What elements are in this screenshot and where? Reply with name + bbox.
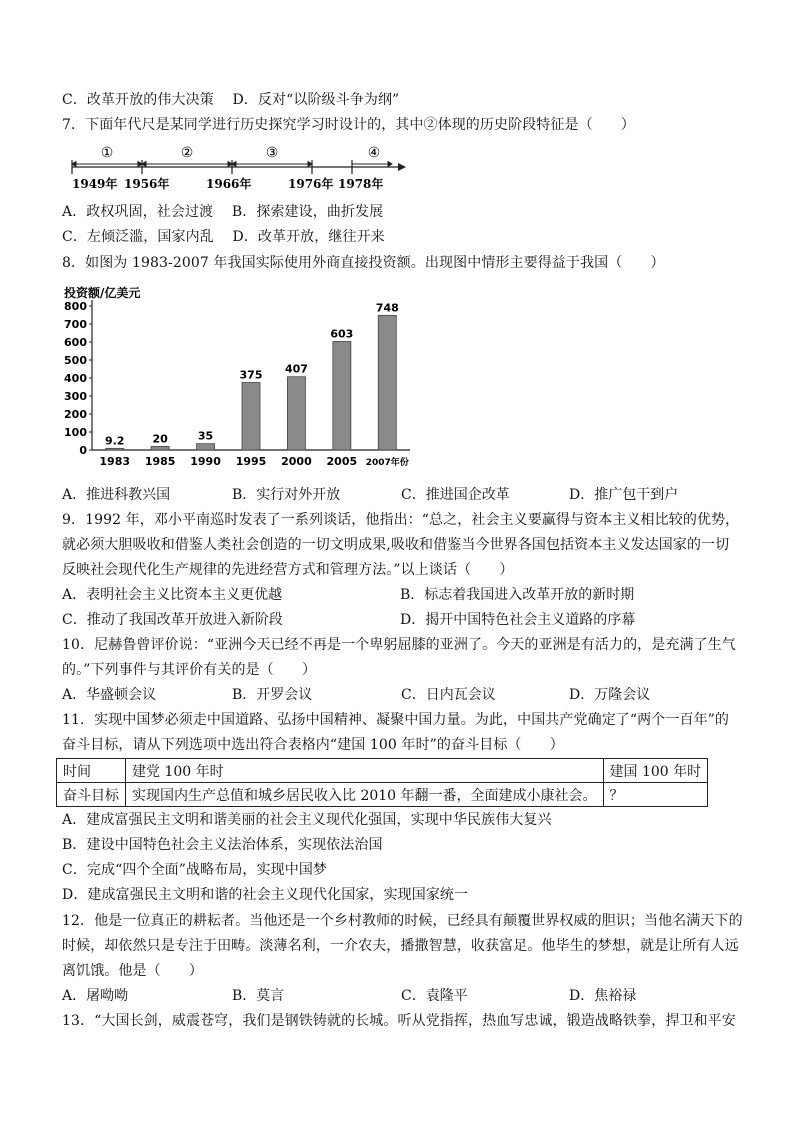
segment-label: ③ <box>265 145 279 161</box>
y-tick-label: 100 <box>64 426 87 439</box>
bar-value-label: 9.2 <box>104 434 125 448</box>
bar <box>106 448 124 450</box>
bar <box>287 377 305 450</box>
x-category-label: 1983 <box>99 455 131 468</box>
goals-table <box>56 758 708 807</box>
q12-stem-line1: 12．他是一位真正的耕耘者。当他还是一个乡村教师的时候，已经具有颠覆世界权威的胆识；当他名满天下的 <box>62 913 743 929</box>
q12-options <box>62 985 742 1007</box>
q9-stem-line2: 就必须大胆吸收和借鉴人类社会创造的一切文明成果,吸收和借鉴当今世界各国包括资本主义发达国家的一切 <box>62 537 730 553</box>
y-tick-label: 700 <box>64 318 87 331</box>
year-label: 1956年 <box>124 177 170 191</box>
q9-stem-line1: 9．1992 年，邓小平南巡时发表了一系列谈话，他指出：“总之，社会主义要赢得与资本主义相比较的优势， <box>62 512 740 528</box>
bar-value-label: 20 <box>152 432 168 446</box>
q10-option-d: D．万隆会议 <box>569 687 651 703</box>
q11-option-d: D．建成富强民主文明和谐的社会主义现代化国家，实现国家统一 <box>62 887 469 903</box>
q7-stem: 7．下面年代尺是某同学进行历史探究学习时设计的，其中②体现的历史阶段特征是（ ） <box>62 117 636 133</box>
table-cell: 奋斗目标 <box>57 783 126 807</box>
x-category-label: 2000 <box>281 455 312 468</box>
y-tick-label: 600 <box>64 336 87 349</box>
x-category-label: 1985 <box>144 455 176 468</box>
timeline-arrow-head <box>398 163 406 171</box>
q12-option-c: C．袁隆平 <box>401 988 468 1004</box>
q11-option-c: C．完成“四个全面”战略布局，实现中国梦 <box>62 862 328 878</box>
table-cell: 建党 100 年时 <box>126 759 604 783</box>
bar <box>151 446 169 450</box>
q10-options <box>62 684 742 706</box>
q9-option-c: C．推动了我国改革开放进入新阶段 <box>62 612 283 628</box>
segment-label: ④ <box>367 145 381 161</box>
q7-options-ab: A．政权巩固，社会过渡 B．探索建设，曲折发展 <box>62 204 384 220</box>
q10-option-b: B．开罗会议 <box>232 687 313 703</box>
bar <box>333 341 351 450</box>
q8-stem: 8．如图为 1983-2007 年我国实际使用外商直接投资额。出现图中情形主要得益于我国（ ） <box>62 255 665 271</box>
bar-value-label: 407 <box>284 362 308 376</box>
q10-option-a: A．华盛顿会议 <box>62 687 157 703</box>
q7-options-cd: C．左倾泛滥，国家内乱 D．改革开放，继往开来 <box>62 229 385 245</box>
q10-stem-line1: 10．尼赫鲁曾评价说：“亚洲今天已经不再是一个卑躬屈膝的亚洲了。今天的亚洲是有活力的，是充满了生气 <box>62 637 736 653</box>
q9-options-ab <box>62 584 742 606</box>
q12-stem-line3: 离饥饿。他是（ ） <box>62 963 203 979</box>
q8-option-b: B．实行对外开放 <box>232 487 341 503</box>
q6-options-cd: C．改革开放的伟大决策 D．反对“以阶级斗争为纲” <box>62 92 400 108</box>
q11-option-b: B．建设中国特色社会主义法治体系，实现依法治国 <box>62 837 383 853</box>
y-tick-label: 0 <box>79 444 87 457</box>
y-axis-label: 投资额/亿美元 <box>64 286 141 300</box>
q9-option-b: B．标志着我国进入改革开放的新时期 <box>400 587 635 603</box>
segment-label: ② <box>180 145 194 161</box>
fdi-bar-chart <box>58 282 436 478</box>
segment-label: ① <box>100 145 114 161</box>
bar-value-label: 748 <box>375 301 399 315</box>
q12-stem-line2: 时候，却依然只是专注于田畴。淡薄名利，一介农夫，播撒智慧，收获富足。他毕生的梦想，就是让所有人远 <box>62 938 739 954</box>
table-cell: 实现国内生产总值和城乡居民收入比 2010 年翻一番，全面建成小康社会。 <box>126 783 604 807</box>
x-category-label: 2005 <box>326 455 358 468</box>
table-cell: 时间 <box>57 759 126 783</box>
year-label: 1949年 <box>72 177 118 191</box>
q9-option-d: D．揭开中国特色社会主义道路的序幕 <box>400 612 636 628</box>
y-tick-label: 300 <box>64 390 87 403</box>
q11-stem-line1: 11．实现中国梦必须走中国道路、弘扬中国精神、凝聚中国力量。为此，中国共产党确定了“两个一百年”的 <box>62 712 730 728</box>
q12-option-a: A．屠呦呦 <box>62 988 129 1004</box>
q8-option-a: A．推进科教兴国 <box>62 487 171 503</box>
q11-option-a: A．建成富强民主文明和谐美丽的社会主义现代化强国，实现中华民族伟大复兴 <box>62 812 552 828</box>
q11-stem-line2: 奋斗目标，请从下列选项中选出符合表格内“建国 100 年时”的奋斗目标（ ） <box>62 737 564 753</box>
x-category-label: 1990 <box>190 455 221 468</box>
year-label: 1966年 <box>206 177 252 191</box>
bar <box>378 315 396 450</box>
q8-option-c: C．推进国企改革 <box>401 487 510 503</box>
y-tick-label: 400 <box>64 372 87 385</box>
x-category-label: 2007年份 <box>365 458 409 468</box>
year-label: 1978年 <box>338 177 384 191</box>
table-row <box>57 783 708 807</box>
q10-option-c: C．日内瓦会议 <box>401 687 496 703</box>
bar <box>242 383 260 451</box>
table-row <box>57 759 708 783</box>
q8-options <box>62 484 742 506</box>
y-tick-label: 500 <box>64 354 87 367</box>
table-cell: ？ <box>603 783 708 807</box>
timeline-figure <box>66 140 406 198</box>
q9-option-a: A．表明社会主义比资本主义更优越 <box>62 587 283 603</box>
year-label: 1976年 <box>288 177 334 191</box>
q12-option-d: D．焦裕禄 <box>569 988 637 1004</box>
bar-value-label: 375 <box>239 368 263 382</box>
table-cell: 建国 100 年时 <box>603 759 708 783</box>
q10-stem-line2: 的。”下列事件与其评价有关的是（ ） <box>62 662 317 678</box>
q8-option-d: D．推广包干到户 <box>569 487 679 503</box>
y-tick-label: 800 <box>64 300 87 313</box>
bar <box>197 444 215 450</box>
bar-value-label: 35 <box>197 429 214 443</box>
q13-stem-line1: 13．“大国长剑，威震苍穹，我们是钢铁铸就的长城。听从党指挥，热血写忠诚，锻造战略铁拳，捍卫和平安 <box>62 1013 736 1029</box>
q9-stem-line3: 反映社会现代化生产规律的先进经营方式和管理方法。”以上谈话（ ） <box>62 562 514 578</box>
bar-value-label: 603 <box>330 327 354 341</box>
q12-option-b: B．莫言 <box>232 988 285 1004</box>
q9-options-cd <box>62 609 742 631</box>
y-tick-label: 200 <box>64 408 87 421</box>
x-category-label: 1995 <box>235 455 267 468</box>
